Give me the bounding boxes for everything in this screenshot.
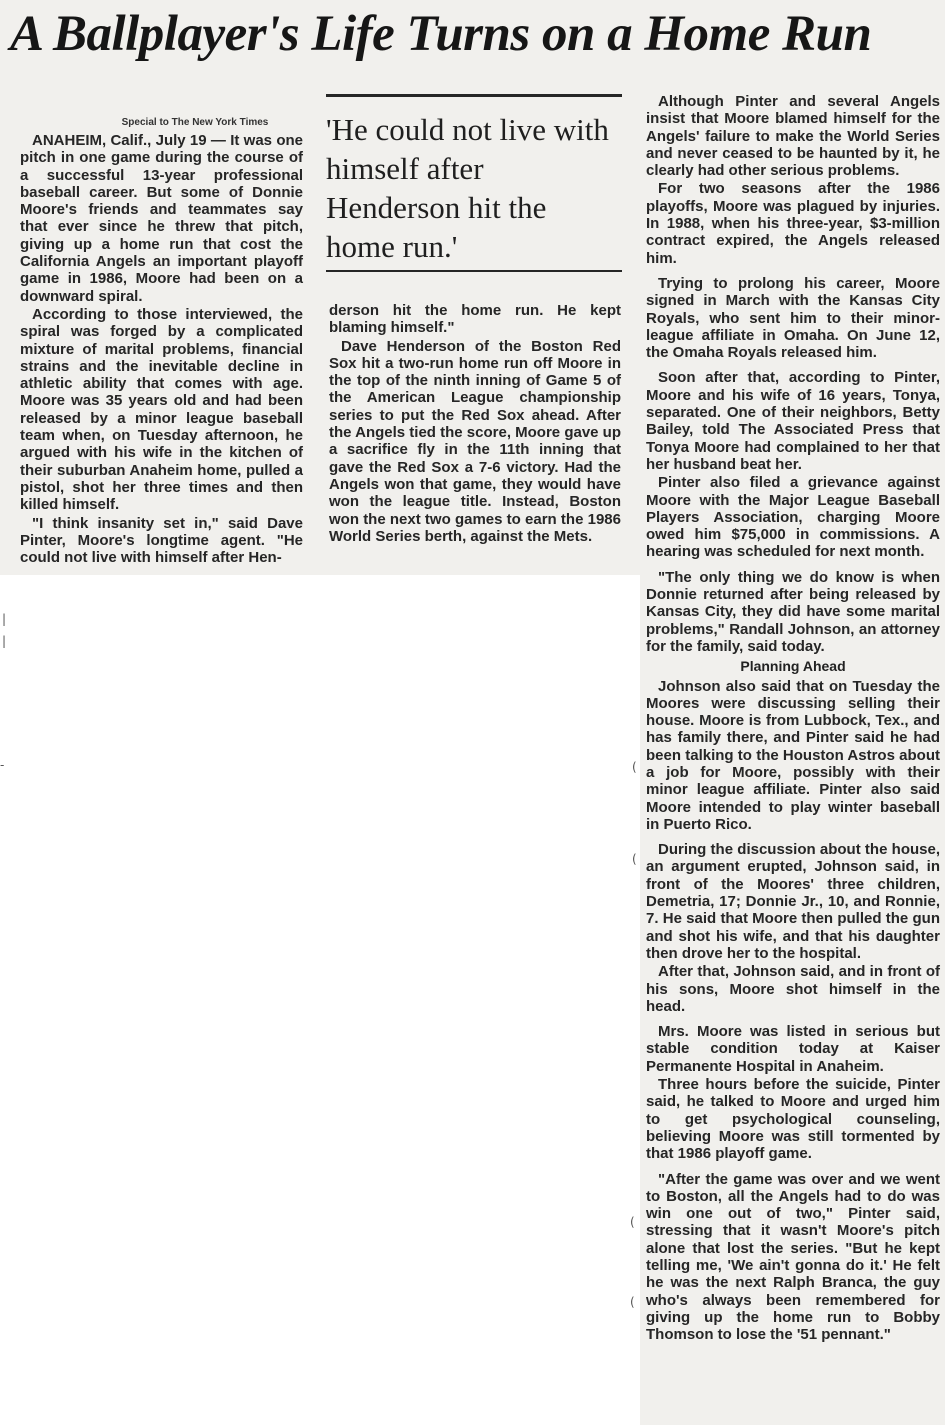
pull-quote-bottom-rule — [326, 270, 622, 272]
headline: A Ballplayer's Life Turns on a Home Run — [10, 6, 872, 62]
paragraph: derson hit the home run. He kept blaming himself." — [329, 302, 621, 337]
scan-mark: | — [2, 634, 7, 648]
column-1 — [20, 132, 303, 567]
paragraph: ANAHEIM, Calif., July 19 — It was one pitch in one game during the course of a successful 13-year professional baseball career. But some of Donnie Moore's friends and teammates say that ever since he threw that pitch, giving up a home run that cost the California Angels an important playoff game in 1986, Moore had been on a downward spiral. — [20, 132, 303, 305]
subheading: Planning Ahead — [740, 658, 846, 675]
paragraph: "After the game was over and we went to Boston, all the Angels had to do was win one out of two," Pinter said, stressing that it wasn't Moore's pitch alone that lost the series. "But he kept telling me, 'We ain't gonna do it.' He felt he was the next Ralph Branca, the guy who's always been remembered for giving up the home run to Bobby Thomson to lose the '51 pennant." — [646, 1170, 940, 1344]
paragraph: "The only thing we do know is when Donnie returned after being released by Kansas City, they did have some marital problems," Randall Johnson, an attorney for the family, said today. — [646, 568, 940, 655]
scan-mark: ( — [630, 1295, 635, 1309]
paragraph: Although Pinter and several Angels insist that Moore blamed himself for the Angels' failure to make the World Series and never ceased to be haunted by it, he clearly had other serious problems. — [646, 93, 940, 180]
paragraph: Mrs. Moore was listed in serious but stable condition today at Kaiser Permanente Hospital in Anaheim. — [646, 1023, 940, 1075]
pull-quote-top-rule — [326, 94, 622, 97]
paragraph: "I think insanity set in," said Dave Pinter, Moore's longtime agent. "He could not live with himself after Hen- — [20, 514, 303, 567]
scan-mark: ( — [632, 760, 637, 774]
paragraph: Pinter also filed a grievance against Moore with the Major League Baseball Players Association, charging Moore owed him $75,000 in commissions. A hearing was scheduled for next month. — [646, 474, 940, 561]
column-2 — [329, 302, 621, 546]
paragraph: For two seasons after the 1986 playoffs, Moore was plagued by injuries. In 1988, when his three-year, $3-million contract expired, the Angels released him. — [646, 180, 940, 267]
column-3 — [646, 93, 940, 1344]
paragraph: During the discussion about the house, an argument erupted, Johnson said, in front of the Moores' three children, Demetria, 17; Donnie Jr., 10, and Ronnie, 7. He said that Moore then pulled the gun and shot his wife, and that his daughter then drove her to the hospital. — [646, 841, 940, 962]
pull-quote: 'He could not live with himself after Henderson hit the home run.' — [326, 112, 609, 264]
paragraph: Trying to prolong his career, Moore signed in March with the Kansas City Royals, who sent him to their minor-league affiliate in Omaha. On June 12, the Omaha Royals released him. — [646, 274, 940, 362]
paragraph: According to those interviewed, the spiral was forged by a complicated mixture of marital problems, financial strains and the inevitable decline in athletic ability that comes with age. Moore was 35 years old and had been released by a minor league baseball team when, on Tuesday afternoon, he argued with his wife in the kitchen of their suburban Anaheim home, pulled a pistol, shot her three times and then killed himself. — [20, 305, 303, 514]
byline: Special to The New York Times — [121, 117, 269, 128]
paragraph: Three hours before the suicide, Pinter said, he talked to Moore and urged him to get psychological counseling, believing Moore was still tormented by that 1986 playoff game. — [646, 1076, 940, 1163]
paragraph: Soon after that, according to Pinter, Moore and his wife of 16 years, Tonya, separated. One of their neighbors, Betty Bailey, told The Associated Press that Tonya Moore had complained to her that her husband beat her. — [646, 369, 940, 473]
paragraph: After that, Johnson said, and in front of his sons, Moore shot himself in the head. — [646, 963, 940, 1015]
scan-mark: ( — [630, 1215, 635, 1229]
paragraph: Dave Henderson of the Boston Red Sox hit a two-run home run off Moore in the top of the ninth inning of Game 5 of the American League championship series to put the Red Sox ahead. After the Angels tied the score, Moore gave up a sacrifice fly in the 11th inning that gave the Red Sox a 7-6 victory. Had the Angels won that game, they would have won the league title. Instead, Boston won the next two games to earn the 1986 World Series berth, against the Mets. — [329, 337, 622, 545]
paragraph: Johnson also said that on Tuesday the Moores were discussing selling their house. Moore is from Lubbock, Tex., and has family there, and Pinter said he had been talking to the Houston Astros about a job for Moore, possibly with their minor league affiliate. Pinter also said Moore intended to play winter baseball in Puerto Rico. — [646, 677, 940, 833]
scan-mark: - — [0, 758, 5, 772]
scan-mark: | — [2, 612, 7, 626]
scan-mark: ( — [632, 852, 637, 866]
